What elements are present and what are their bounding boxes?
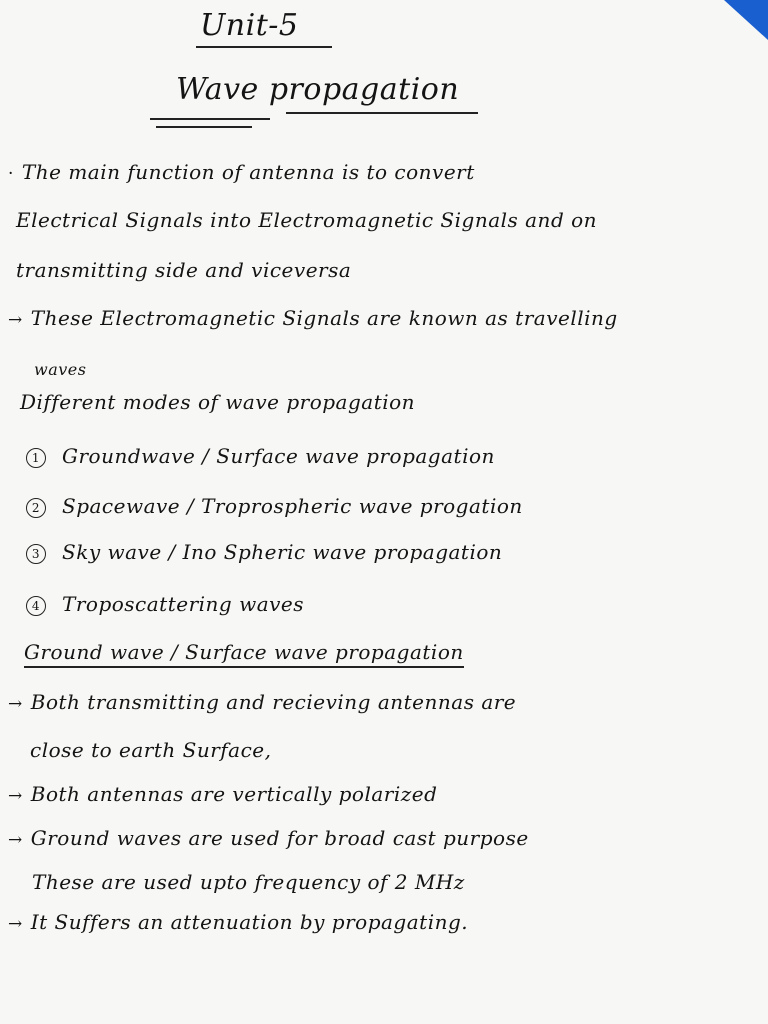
subheading-underline-2 <box>156 126 252 128</box>
mode-item: 4 Troposcattering waves <box>26 592 304 616</box>
mode-item: 1 Groundwave / Surface wave propagation <box>26 444 495 468</box>
arrow-icon: → <box>8 914 23 934</box>
mode-item: 3 Sky wave / Ino Spheric wave propagation <box>26 540 502 564</box>
intro-line-2: Electrical Signals into Electromagnetic Signals and on <box>16 208 598 232</box>
heading-underline <box>196 46 332 48</box>
number-circle-icon: 2 <box>26 498 46 518</box>
subheading-underline-1 <box>150 118 270 120</box>
number-circle-icon: 3 <box>26 544 46 564</box>
arrow-icon: · <box>8 164 14 184</box>
intro-line-3: transmitting side and viceversa <box>16 258 352 282</box>
arrow-icon: → <box>8 310 23 330</box>
arrow-icon: → <box>8 694 23 714</box>
modes-heading: Different modes of wave propagation <box>20 390 416 414</box>
blue-corner-decoration <box>724 0 768 40</box>
section-line-2: close to earth Surface, <box>30 738 272 762</box>
section-line-6: → It Suffers an attenuation by propagating. <box>8 910 469 934</box>
section-line-1: → Both transmitting and recieving antennas are <box>8 690 517 714</box>
section-line-3: → Both antennas are vertically polarized <box>8 782 438 806</box>
subheading-underline-3 <box>286 112 478 114</box>
intro-line-5: waves <box>34 360 87 379</box>
intro-line-4: → These Electromagnetic Signals are known as travelling <box>8 306 618 330</box>
page-subheading: Wave propagation <box>176 72 460 107</box>
page-heading: Unit-5 <box>200 8 299 43</box>
section-line-5: These are used upto frequency of 2 MHz <box>32 870 465 894</box>
section-heading: Ground wave / Surface wave propagation <box>24 640 464 664</box>
section-line-4: → Ground waves are used for broad cast purpose <box>8 826 529 850</box>
number-circle-icon: 1 <box>26 448 46 468</box>
intro-line-1: · The main function of antenna is to convert <box>8 160 475 184</box>
number-circle-icon: 4 <box>26 596 46 616</box>
arrow-icon: → <box>8 830 23 850</box>
mode-item: 2 Spacewave / Troprospheric wave progation <box>26 494 523 518</box>
arrow-icon: → <box>8 786 23 806</box>
